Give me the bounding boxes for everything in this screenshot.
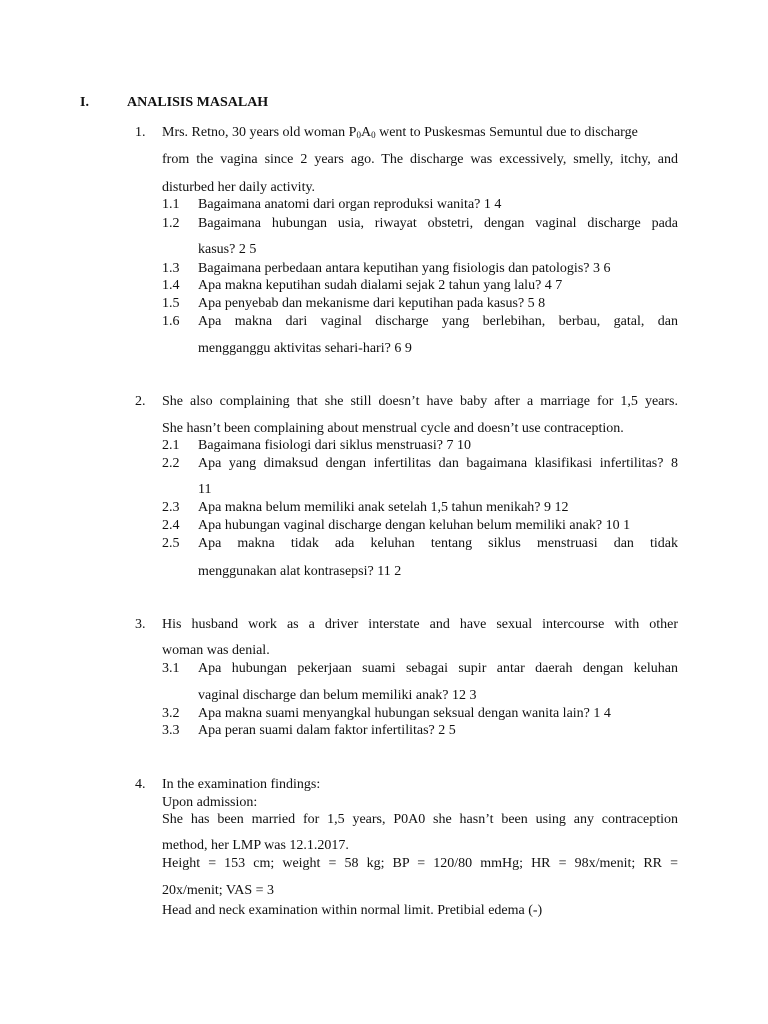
sub-question: Apa penyebab dan mekanisme dari keputihan pada kasus? 5 8 xyxy=(198,296,546,311)
item-line: 20x/menit; VAS = 3 xyxy=(162,883,275,898)
sub-number: 1.2 xyxy=(162,216,180,231)
item-line: She has been married for 1,5 years, P0A0 she hasn’t been using any contraception xyxy=(162,812,678,827)
item-number: 1. xyxy=(135,125,146,140)
sub-question: Bagaimana perbedaan antara keputihan yang fisiologis dan patologis? 3 6 xyxy=(198,261,611,276)
item-number: 4. xyxy=(135,777,146,792)
item-line: from the vagina since 2 years ago. The discharge was excessively, smelly, itchy, and xyxy=(162,152,678,167)
sub-number: 2.1 xyxy=(162,438,180,453)
parity-notation: $P_0A_0$ xyxy=(348,125,376,140)
sub-question: Apa makna tidak ada keluhan tentang siklus menstruasi dan tidak xyxy=(198,536,678,551)
sub-question-cont: vaginal discharge dan belum memiliki anak? 12 3 xyxy=(198,688,477,703)
item-line: method, her LMP was 12.1.2017. xyxy=(162,838,349,853)
item-number: 2. xyxy=(135,394,146,409)
item-line: She hasn’t been complaining about menstrual cycle and doesn’t use contraception. xyxy=(162,421,624,436)
item-line: woman was denial. xyxy=(162,643,270,658)
sub-question-cont: kasus? 2 5 xyxy=(198,242,257,257)
sub-number: 1.4 xyxy=(162,278,180,293)
sub-question: Bagaimana fisiologi dari siklus menstruasi? 7 10 xyxy=(198,438,471,453)
item-line: Upon admission: xyxy=(162,795,258,810)
sub-number: 1.1 xyxy=(162,197,180,212)
sub-number: 1.6 xyxy=(162,314,180,329)
sub-question-cont: 11 xyxy=(198,482,212,497)
item-line: Head and neck examination within normal limit. Pretibial edema (-) xyxy=(162,903,543,918)
sub-question: Apa makna keputihan sudah dialami sejak 2 tahun yang lalu? 4 7 xyxy=(198,278,563,293)
sub-question: Apa peran suami dalam faktor infertilitas? 2 5 xyxy=(198,723,456,738)
section-numeral: I. xyxy=(80,95,89,110)
section-title: ANALISIS MASALAH xyxy=(127,95,269,110)
item-line: She also complaining that she still doesn’t have baby after a marriage for 1,5 years. xyxy=(162,394,678,409)
sub-question: Apa yang dimaksud dengan infertilitas dan bagaimana klasifikasi infertilitas? 8 xyxy=(198,456,678,471)
sub-question: Bagaimana hubungan usia, riwayat obstetri, dengan vaginal discharge pada xyxy=(198,216,678,231)
sub-number: 2.3 xyxy=(162,500,180,515)
sub-number: 2.4 xyxy=(162,518,180,533)
sub-number: 2.5 xyxy=(162,536,180,551)
sub-question: Apa makna suami menyangkal hubungan seksual dengan wanita lain? 1 4 xyxy=(198,706,611,721)
item-line: In the examination findings: xyxy=(162,777,321,792)
sub-number: 3.1 xyxy=(162,661,180,676)
sub-question-cont: menggunakan alat kontrasepsi? 11 2 xyxy=(198,564,402,579)
sub-question: Apa hubungan vaginal discharge dengan keluhan belum memiliki anak? 10 1 xyxy=(198,518,631,533)
item-line: His husband work as a driver interstate and have sexual intercourse with other xyxy=(162,617,678,632)
sub-number: 3.3 xyxy=(162,723,180,738)
item-line: disturbed her daily activity. xyxy=(162,180,316,195)
sub-question-cont: mengganggu aktivitas sehari-hari? 6 9 xyxy=(198,341,412,356)
sub-number: 3.2 xyxy=(162,706,180,721)
item-number: 3. xyxy=(135,617,146,632)
sub-question: Bagaimana anatomi dari organ reproduksi wanita? 1 4 xyxy=(198,197,502,212)
sub-question: Apa hubungan pekerjaan suami sebagai supir antar daerah dengan keluhan xyxy=(198,661,678,676)
sub-number: 1.3 xyxy=(162,261,180,276)
sub-number: 2.2 xyxy=(162,456,180,471)
sub-question: Apa makna belum memiliki anak setelah 1,5 tahun menikah? 9 12 xyxy=(198,500,569,515)
sub-question: Apa makna dari vaginal discharge yang berlebihan, berbau, gatal, dan xyxy=(198,314,678,329)
item-line: Height = 153 cm; weight = 58 kg; BP = 120/80 mmHg; HR = 98x/menit; RR = xyxy=(162,856,678,871)
item-line: Mrs. Retno, 30 years old woman $P_0A_0$ went to Puskesmas Semuntul due to discharge xyxy=(162,125,638,140)
sub-number: 1.5 xyxy=(162,296,180,311)
